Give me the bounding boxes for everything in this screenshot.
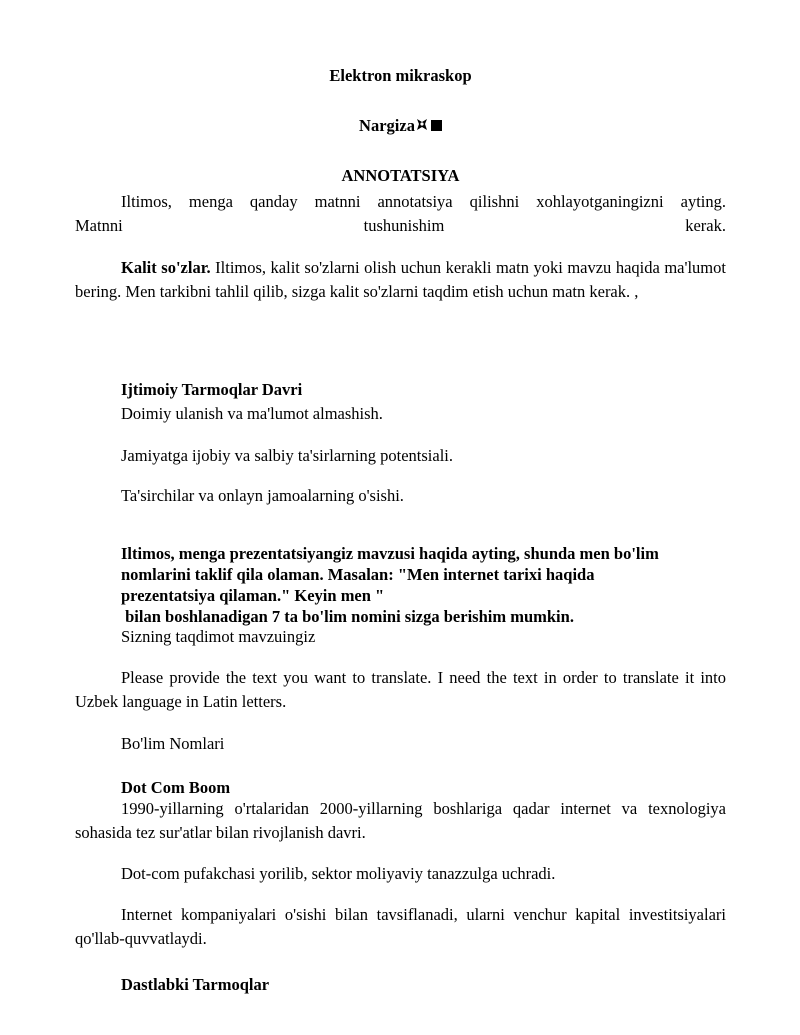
bold-line: nomlarini taklif qila olaman. Masalan: "Men internet tarixi haqida	[121, 565, 595, 584]
keywords-label: Kalit so'zlar.	[121, 258, 211, 277]
bold-line: prezentatsiya qilaman." Keyin men "	[121, 586, 385, 605]
annotation-heading: ANNOTATSIYA	[341, 166, 460, 185]
bold-line: Iltimos, menga prezentatsiyangiz mavzusi haqida ayting, shunda men bo'lim	[121, 544, 659, 563]
list-item: Jamiyatga ijobiy va salbiy ta'sirlarning potentsiali.	[121, 446, 453, 465]
list-item: Ta'sirchilar va onlayn jamoalarning o'sishi.	[121, 486, 404, 505]
dotcom-paragraph-3: Internet kompaniyalari o'sishi bilan tavsiflanadi, ularni venchur kapital investitsiyalari qo'llab-quvvatlaydi.	[75, 905, 726, 948]
bold-line: bilan boshlanadigan 7 ta bo'lim nomini sizga berishim mumkin.	[121, 607, 574, 626]
section-heading-dotcom: Dot Com Boom	[121, 778, 231, 797]
author-name: Nargiza	[359, 116, 415, 135]
bold-request-block	[121, 543, 726, 627]
list-item: Doimiy ulanish va ma'lumot almashish.	[121, 404, 383, 423]
section-names-label: Bo'lim Nomlari	[121, 734, 225, 753]
translate-paragraph: Please provide the text you want to translate. I need the text in order to translate it into Uzbek language in Latin letters.	[75, 668, 726, 711]
annotation-line-1: Iltimos, menga qanday matnni annotatsiya qilishni xohlayotganingizni ayting.	[121, 192, 726, 211]
dotcom-paragraph-1: 1990-yillarning o'rtalaridan 2000-yillarning boshlariga qadar internet va texnologiya sohasida tez sur'atlar bilan rivojlanish davri.	[75, 799, 726, 842]
section-heading-social: Ijtimoiy Tarmoqlar Davri	[121, 380, 303, 399]
annotation-paragraph	[75, 190, 726, 238]
square-icon	[431, 120, 442, 131]
annotation-line-2: Matnni tushunishim kerak.	[75, 216, 726, 235]
document-title: Elektron mikraskop	[329, 66, 472, 85]
keywords-paragraph	[75, 256, 726, 304]
author-line	[75, 116, 726, 137]
section-heading-early-networks: Dastlabki Tarmoqlar	[121, 975, 270, 994]
topic-line: Sizning taqdimot mavzuingiz	[121, 627, 316, 646]
dotcom-paragraph-2: Dot-com pufakchasi yorilib, sektor moliyaviy tanazzulga uchradi.	[121, 864, 556, 883]
glyph-icon	[415, 117, 429, 137]
keywords-text: Iltimos, kalit so'zlarni olish uchun kerakli matn yoki mavzu haqida ma'lumot bering. Men tarkibni tahlil qilib, sizga kalit so'zlarni taqdim etish uchun matn kerak. ,	[75, 258, 726, 301]
